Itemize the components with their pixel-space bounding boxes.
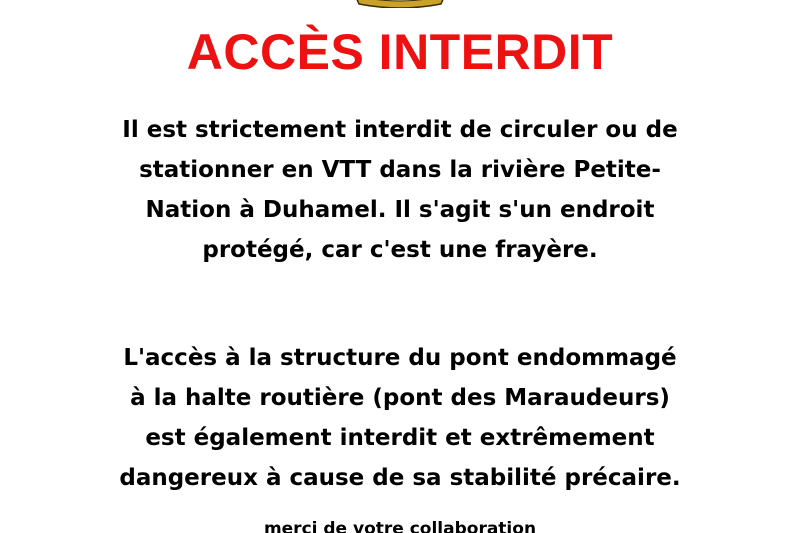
page-title: ACCÈS INTERDIT — [186, 24, 614, 80]
duhamel-crest-logo — [345, 0, 455, 8]
paragraph-line: est également interdit et extrêmement — [145, 425, 655, 451]
paragraph-line: L'accès à la structure du pont endommagé — [123, 345, 677, 371]
paragraph-line: à la halte routière (pont des Maraudeurs) — [130, 385, 670, 411]
paragraph-line: Il est strictement interdit de circuler ou de — [122, 117, 678, 143]
notice-paragraph-vtt — [0, 110, 800, 270]
paragraph-line: Nation à Duhamel. Il s'agit s'un endroit — [145, 197, 655, 223]
paragraph-line: dangereux à cause de sa stabilité précaire. — [119, 465, 681, 491]
paragraph-line: stationner en VTT dans la rivière Petite- — [139, 157, 661, 183]
paragraph-line: protégé, car c'est une frayère. — [202, 237, 598, 263]
notice-paragraph-bridge — [0, 338, 800, 498]
closing-thanks: merci de votre collaboration — [263, 519, 537, 533]
